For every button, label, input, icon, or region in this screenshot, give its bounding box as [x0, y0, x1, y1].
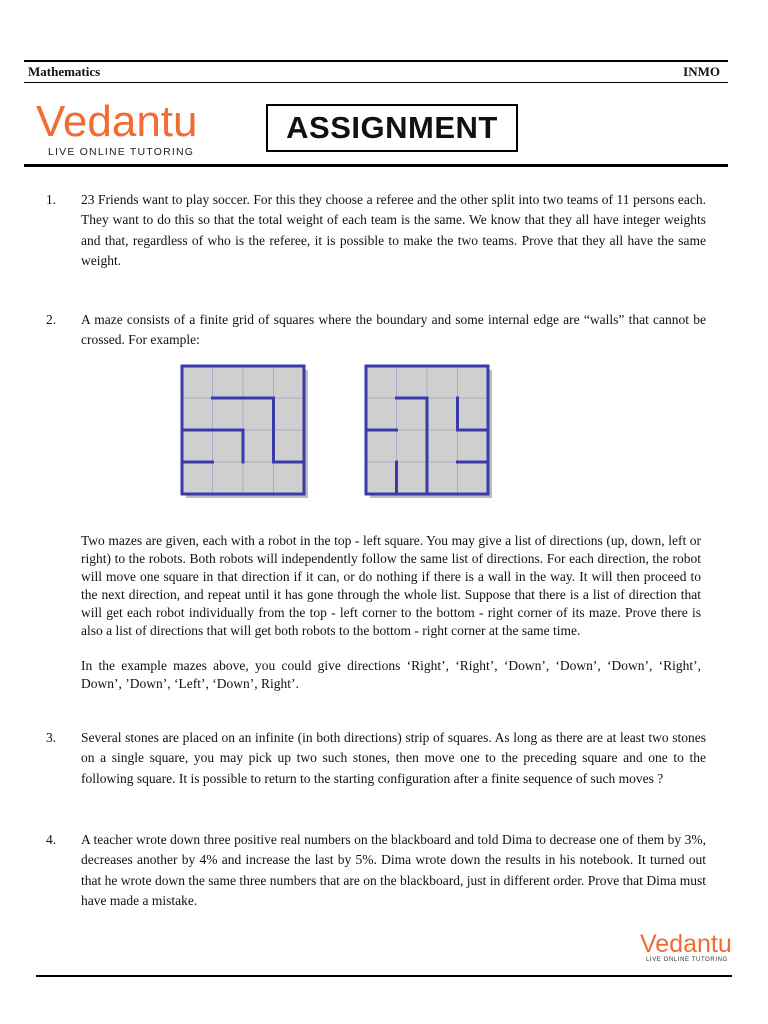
- maze-left: [180, 364, 310, 500]
- vedantu-logo: [36, 97, 216, 158]
- question-text: A maze consists of a finite grid of squares where the boundary and some internal edge are “walls” that cannot be crossed. For example:: [81, 312, 706, 348]
- header-exam: INMO: [683, 64, 720, 79]
- footer-logo: [640, 932, 740, 963]
- question-2-explanation: Two mazes are given, each with a robot in the top - left square. You may give a list of directions (up, down, left or right) to the robots. Both robots will independently follow the same list of directions. For each direction, the robot will move one square in that direction if it can, or do nothing if there is a wall in the way. It will then proceed to the next direction, and repeat until it has gone through the whole list. Suppose that there is a list of direction that will get each robot individually from the top - left corner to the bottom - right corner of its maze. Prove there is also a list of directions that will get both robots to the bottom - right corner at the same time.: [81, 533, 701, 638]
- maze-right: [364, 364, 494, 500]
- page-title: ASSIGNMENT: [266, 104, 518, 152]
- footer-logo-tagline: LIVE ONLINE TUTORING: [646, 957, 728, 963]
- question-2: [46, 310, 706, 351]
- question-text: Several stones are placed on an infinite (in both directions) strip of squares. As long as there are at least two stones on a single square, you may pick up two such stones, then move one to the preceding square and one to the following square. It is possible to return to the starting configuration after a finite sequence of such moves ?: [81, 730, 706, 786]
- question-2-example: In the example mazes above, you could give directions ‘Right’, ‘Right’, ‘Down’, ‘Down’, ‘Down’, ‘Right’, Down’, ’Down’, ‘Left’, ‘Down’, Right’.: [81, 658, 701, 691]
- footer-rule: [36, 975, 732, 977]
- question-text: 23 Friends want to play soccer. For this they choose a referee and the other split into two teams of 11 persons each. They want to do this so that the total weight of each team is the same. We know that they all have integer weights and that, regardless of who is the referee, it is possible to make the two teams. Prove that they all have the same weight.: [81, 192, 706, 269]
- title-divider: [24, 164, 728, 167]
- question-text: A teacher wrote down three positive real numbers on the blackboard and told Dima to decrease one of them by 3%, decreases another by 4% and increase the last by 5%. Dima wrote down the results in his notebook. It turned out that he wrote down the same three numbers that are on the blackboard, just in different order. Prove that Dima must have made a mistake.: [81, 832, 706, 909]
- question-number: 3.: [46, 730, 57, 745]
- question-4: [46, 830, 706, 912]
- question-number: 2.: [46, 312, 57, 327]
- question-3: [46, 728, 706, 789]
- question-1: [46, 190, 706, 272]
- question-number: 1.: [46, 192, 57, 207]
- question-number: 4.: [46, 832, 57, 847]
- logo-wordmark: Vedantu: [36, 97, 198, 146]
- header-subject: Mathematics: [28, 64, 101, 79]
- header-bottom-rule: [24, 82, 728, 83]
- header-top-rule: [24, 60, 728, 62]
- logo-tagline: LIVE ONLINE TUTORING: [48, 146, 195, 158]
- footer-logo-wordmark: Vedantu: [640, 930, 732, 958]
